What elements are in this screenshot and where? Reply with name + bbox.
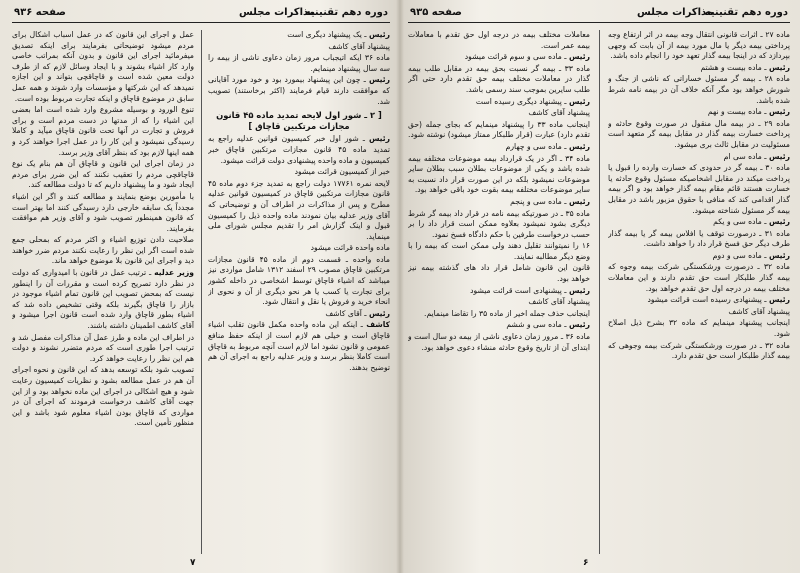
paragraph-text: تصویب شود بلکه توسعه بدهد که این قانون و نحوه اجرای آن هم در عمل مطالعه بشود و نظریات کمیسیون رعایت شود و هیچ اشکالی در اجرای این ماده نخواهد بود و از این جهت آقای کاشف درخواست فرمودند که اجرای آن در مواردی که قاچاق بودن اشیاء معلوم شود باشد و این منظور تأمین است.	[12, 365, 194, 428]
paragraph-text: ـ آقای کاشف	[325, 308, 367, 318]
paragraph-text: عمل و اجرای این قانون که در عمل اسباب اشکال برای مردم میشود توضیحاتی بفرمایند برای اینکه تصدیق میفرمائید اجرای این قانون و بدون آنکه بمراتب خاصی وارد کار اشیاء بشوند و با ایجاد وسائل لازم که از طرف دولت معین شده است و قاچاقچی بتواند و این اجازه نمیدهد که این شرکتها و مؤسسات وارد شوند و همه عمل سابق در موضوع قاچاق و اینکه تجارت مربوط بوده است.	[12, 30, 194, 103]
paragraph-text: پیشنهاد آقای کاشف	[528, 297, 590, 307]
paragraph	[12, 365, 194, 429]
paragraph	[12, 192, 194, 234]
paragraph	[12, 30, 194, 104]
paragraph	[408, 309, 590, 320]
paragraph	[608, 217, 790, 228]
paragraph-text: ـ پیشنهادی رسیده است قرائت میشود	[647, 295, 767, 305]
page-number: ۷	[190, 558, 196, 568]
section-heading: [ ۲ ـ شور اول لایحه تمدید ماده ۴۵ قانون مجازات مرتکبین قاچاق ]	[216, 110, 382, 131]
right-page	[408, 6, 790, 568]
paragraph	[208, 309, 390, 320]
speaker-name: رئیس	[568, 285, 590, 295]
header-title: مذاکرات مجلس	[239, 7, 316, 18]
paragraph-text: در اطراف این ماده و طرز عمل آن مذاکرات مفصل شد و ترتیب اجرا طوری است که مردم متضرر نشوند و دولت هم این نظر را رعایت خواهد کرد.	[12, 332, 194, 363]
header-title: مذاکرات مجلس	[637, 7, 714, 18]
paragraph-text: ـ اینکه این ماده واحده مکمل قانون تقلب اشیاء قاچاق است و خیلی هم لازم است از اینکه حفظ منافع عمومی و قانون نشود اما لازم است آنچه مربوط به قاچاق است کاملا بنظر برسد و وزیر عدلیه راجع به اجرای آن هم توضیح بدهند.	[208, 320, 390, 372]
paragraph	[608, 295, 790, 306]
paragraph	[608, 341, 790, 362]
paragraph-text: ـ چون این پیشنهاد بیمورد بود و خود مورد آقایانی که موافقت دارند قیام فرمایند (اکثر برخاستند) تصویب شد.	[208, 75, 390, 106]
paragraph-text: ـ ترتیب عمل در قانون با امیدواری که دولت در نظر دارد تصریح کرده است و مقررات آن را اینطور نیست که بمحض تصویب این قانون تمام اشیاء موجود در بازار را قاچاق بگیرند بلکه وقتی تشخیص داده شد که اشیاء بطور قاچاق وارد شده است قانون اجرا میشود و آقای کاشف اطمینان داشته باشند.	[12, 268, 194, 331]
paragraph	[608, 74, 790, 106]
paragraph-text: ـ ماده سی ام	[723, 151, 767, 161]
paragraph-text: ماده ۳۲ ـ در صورت ورشکستگی شرکت بیمه وجوهی که بیمه گذار طلبکار است حق تقدم دارد.	[608, 340, 790, 361]
paragraph	[608, 152, 790, 163]
paragraph	[208, 134, 390, 166]
paragraph	[208, 255, 390, 308]
speaker-name: رئیس	[768, 62, 790, 72]
paragraph	[608, 262, 790, 294]
header-session: دوره دهم تقنینیه	[704, 7, 788, 18]
paragraph-text: ماده ۲۷ ـ اثرات قانونی انتقال وجه بیمه در اثر ارتفاع وجه پرداختی بیمه دیگر یا مال مورد بیمه از آن بابت که وجهی بپردازد که در اینجا بیمه گذار تعهد خود را انجام داده باشد.	[608, 30, 790, 61]
paragraph-text: صلاحیت دادن توزیع اشیاء و اکثر مردم که بمحلی جمع شده است اگر این نظر را رعایت نکنند مردم ضرر خواهند دید و اجرای این قانون بلا موضوع خواهد ماند.	[12, 235, 194, 266]
paragraph	[208, 320, 390, 373]
speaker-name: رئیس	[568, 141, 590, 151]
paragraph-text: ماده ۳۱ ـ درصورت توقف یا افلاس بیمه گر یا بیمه گذار طرف دیگر حق فسخ قرار داد را خواهد داشت.	[608, 228, 790, 249]
paragraph	[12, 268, 194, 332]
paragraph-text: ماده ۳۶ ایکه اتیجباب مرور زمان دعاوی ناشی از بیمه را سه سال پیشنهاد مینمایم.	[208, 53, 390, 73]
paragraph-text: اینجانب حذف جمله اخیر از ماده ۳۵ را تقاضا مینمایم.	[424, 308, 590, 318]
paragraph	[608, 307, 790, 318]
paragraph-text: خبر از کمیسیون قرائت میشود	[294, 167, 390, 177]
paragraph-text: معاملات مختلف بیمه در درجه اول حق تقدم با معاملات بیمه عمر است.	[408, 30, 590, 50]
speaker-name: رئیس	[768, 250, 790, 260]
text-column-right	[608, 30, 790, 554]
paragraph	[12, 159, 194, 191]
paragraph-text: ـ یک پیشنهاد دیگری است	[287, 30, 367, 39]
paragraph-text: ماده ۳۰ ـ بیمه گر در حدودی که خسارت وارده را قبول یا پرداخت میکند در مقابل اشخاصیکه مسئول وقوع حادثه یا خسارت هستند قائم مقام بیمه گذار خواهد بود و اگر بیمه گذار اقدامی کند که منافی با حقوق مزبور باشد در مقابل بیمه گر مسئول شناخته میشود.	[608, 163, 790, 215]
paragraph	[208, 243, 390, 254]
text-column-left	[408, 30, 590, 554]
speaker-name: رئیس	[568, 52, 590, 62]
paragraph-text: پیشنهاد آقای کاشف	[528, 108, 590, 118]
paragraph-text: با مأمورین بوضع بنمایند و مطالعه کنند و اگر این اشیاء مجدداً یک سابقه خارجی دارد رسیدگی کنند اما بهتر است که قانون همینطور تصویب شود و آقای وزیر هم موافقت بفرمایند.	[12, 191, 194, 233]
speaker-name: رئیس	[568, 320, 590, 330]
paragraph	[12, 235, 194, 267]
paragraph-text: ماده واحده قرائت میشود	[310, 243, 390, 253]
paragraph	[208, 167, 390, 178]
paragraph-text: ماده ۳۴ ـ اگر در یک قرارداد بیمه موضوعات مختلفه بیمه شده باشد و یکی از موضوعات بطلان سبب بطلان سایر موضوعات نمیشود بلکه در این صورت قرار داد نسبت به سایر موضوعات مختلفه بیمه بقوت خود باقی خواهد بود.	[408, 153, 590, 195]
paragraph-text: ماده ۳۶ ـ مرور زمان دعاوی ناشی از بیمه دو سال است و ابتدای آن از تاریخ وقوع حادثه منشاء دعوی خواهد بود.	[408, 332, 590, 352]
paragraph-text: ـ ماده بیست و نهم	[707, 107, 767, 117]
paragraph-text: ماده ۳۳ ـ بیمه گر نسبت بحق بیمه در مقابل طلب بیمه گذار در معاملات مختلف بیمه حق تقدم دارد حتی اگر طلب سایرین بموجب سند رسمی باشد.	[408, 63, 590, 94]
paragraph	[408, 108, 590, 119]
speaker-name: رئیس	[368, 30, 390, 39]
speaker-name: رئیس	[368, 134, 390, 144]
speaker-name: رئیس	[368, 308, 390, 318]
left-page	[12, 6, 390, 568]
text-column-left	[12, 30, 194, 554]
paragraph-text: ـ شور اول خبر کمیسیون قوانین عدلیه راجع به تمدید ماده ۴۵ قانون مجازات مرتکبین قاچاق خبر کمیسیون و ماده واحده پیشنهادی دولت قرائت میشود.	[208, 134, 390, 165]
speaker-name: وزیر عدلیه	[154, 268, 194, 278]
column-divider	[201, 30, 202, 554]
paragraph	[208, 30, 390, 41]
paragraph	[408, 286, 590, 297]
paragraph	[608, 318, 790, 339]
paragraph	[608, 229, 790, 250]
paragraph-text: پیشنهاد آقای کاشف	[328, 41, 390, 51]
paragraph	[12, 333, 194, 365]
paragraph	[608, 119, 790, 151]
paragraph-text: ماده ۳۵ ـ در صورتیکه بیمه نامه در قرار داد بیمه گر شرط دیگری بشود نمیشود بعلاوه ممکن است قرار داد را بر حسب درخواست طرفین با حکم دادگاه فسخ نمود.	[408, 208, 590, 239]
paragraph-text: ۱۶ را نمیتوانند تقلیل دهند ولی ممکن است که بیمه را با وضع دیگر مطالبه نمایند.	[408, 241, 590, 261]
paragraph	[408, 209, 590, 241]
paragraph	[608, 163, 790, 216]
paragraph-text: لایحه نمره ۱۷۷۶۱ دولت راجع به تمدید جزء دوم ماده ۴۵ قانون مجازات مرتکبین قاچاق در کمیسیون قوانین عدلیه مطرح و پس از مذاکرات در اطراف آن و توضیحاتی که آقای وزیر عدلیه بیان نمودند ماده واحده ذیل را کمیسیون قبول و اینک گزارش امر را تقدیم مجلس شورای ملی مینماید.	[208, 178, 390, 241]
speaker-name: رئیس	[768, 295, 790, 305]
paragraph	[408, 263, 590, 284]
paragraph	[408, 97, 590, 108]
paragraph-text: ماده ۳۲ ـ درصورت ورشکستگی شرکت بیمه وجوه که بیمه گذار طلبکار است حق تقدم دارند و این معاملات مختلف بیمه در درجه اول حق تقدم خواهد بود.	[608, 262, 790, 293]
header-page-label: صفحه ۹۳۵	[410, 7, 462, 18]
header-page-label: صفحه ۹۳۶	[14, 7, 66, 18]
page-number: ۶	[583, 558, 589, 568]
paragraph-text: ـ پیشنهادی است قرائت میشود	[470, 285, 567, 295]
paragraph-text: اینجانب پیشنهاد مینمایم که ماده ۳۲ بشرح ذیل اصلاح شود.	[608, 318, 790, 339]
paragraph	[608, 251, 790, 262]
paragraph-text: اینجانب ماده ۳۳ را پیشنهاد مینمایم که بجای جمله (حق تقدم دارد) عبارت (قرار طلبکار ممتاز میشود) نوشته شود.	[408, 119, 590, 140]
paragraph-text: قانون این قانون شامل قرار داد های گذشته بیمه نیز خواهد بود.	[408, 263, 590, 284]
paragraph	[408, 64, 590, 96]
paragraph-text: ـ ماده بیست و هشتم	[700, 62, 767, 72]
running-header	[408, 6, 790, 23]
paragraph	[208, 42, 390, 53]
running-header	[12, 6, 390, 23]
paragraph	[408, 320, 590, 331]
paragraph	[408, 332, 590, 353]
speaker-name: رئیس	[768, 151, 790, 161]
paragraph	[408, 241, 590, 262]
paragraph	[208, 75, 390, 107]
paragraph	[208, 179, 390, 243]
paragraph-text: ماده ۲۸ ـ بیمه گر مسئول خساراتی که ناشی از جنگ و شورش خواهد بود مگر آنکه خلاف آن در بیمه نامه شرط شده باشد.	[608, 74, 790, 105]
paragraph	[12, 105, 194, 158]
speaker-name: رئیس	[568, 96, 590, 106]
speaker-name: کاشف	[366, 320, 390, 330]
speaker-name: رئیس	[768, 107, 790, 117]
header-session: دوره دهم تقنینیه	[304, 7, 388, 18]
paragraph	[408, 52, 590, 63]
paragraph	[408, 30, 590, 51]
paragraph-text: ـ پیشنهاد دیگری رسیده است	[475, 96, 567, 106]
paragraph	[408, 197, 590, 208]
paragraph-text: ـ ماده سی و سوم قرائت میشود	[464, 52, 567, 62]
paragraph-text: ـ ماده سی و دوم	[712, 250, 767, 260]
paragraph-text: ماده ۲۹ ـ در بیمه مال منقول در صورت وقوع حادثه و پرداخت خسارت بیمه گذار در مقابل بیمه گر متعهد است مسئولیت در مقابل ثالث بری میشود.	[608, 118, 790, 149]
paragraph-text: ماده واحده ـ قسمت دوم از ماده ۴۵ قانون مجازات مرتکبین قاچاق مصوب ۲۹ اسفند ۱۳۱۲ شامل مواردی نیز میباشد که اشیاء قاچاق توسط اشخاصی در داخله کشور برای تجارت یا کسب یا هر نحو دیگری از آن و نحوی از انحاء خرید و فروش یا نقل و انتقال شود.	[208, 254, 390, 307]
paragraph	[408, 142, 590, 153]
speaker-name: رئیس	[368, 75, 390, 85]
paragraph-text: ـ ماده سی و یکم	[713, 217, 767, 227]
column-divider	[599, 30, 600, 554]
paragraph-text: تنوع الورود و بوسیله مشروع وارد شده است اما بعضی این اشیاء را که از مدتها در دست مردم است و برای فروش و تجارت در آنها تحت قانون قاچاق میآید و کاملا رسیدگی نمیشود و این کار را در عمل اجرا خواهند کرد و همه اینها لازم بود که بنظر آقای وزیر برسد.	[12, 105, 194, 157]
paragraph	[608, 63, 790, 74]
text-column-right	[208, 30, 390, 554]
paragraph-text: پیشنهاد آقای کاشف	[728, 306, 790, 316]
speaker-name: رئیس	[568, 196, 590, 206]
paragraph-text: ـ ماده سی و پنجم	[510, 196, 567, 206]
paragraph	[608, 107, 790, 118]
paragraph	[408, 297, 590, 308]
paragraph-text: در زمان اجرای این قانون و قاچاق آن هم بنام یک نوع قاچاقچی مردم را تعقیب نکنند که این ضرر برای مردم ایجاد شود و ما پیشنهاد داریم که تا دولت مطالعه کند.	[12, 159, 194, 190]
paragraph	[408, 120, 590, 141]
paragraph-text: ـ ماده سی و چهارم	[505, 141, 567, 151]
paragraph	[408, 154, 590, 196]
paragraph	[208, 53, 390, 74]
speaker-name: رئیس	[768, 217, 790, 227]
paragraph	[608, 30, 790, 62]
paragraph-text: ـ ماده سی و ششم	[506, 320, 567, 330]
